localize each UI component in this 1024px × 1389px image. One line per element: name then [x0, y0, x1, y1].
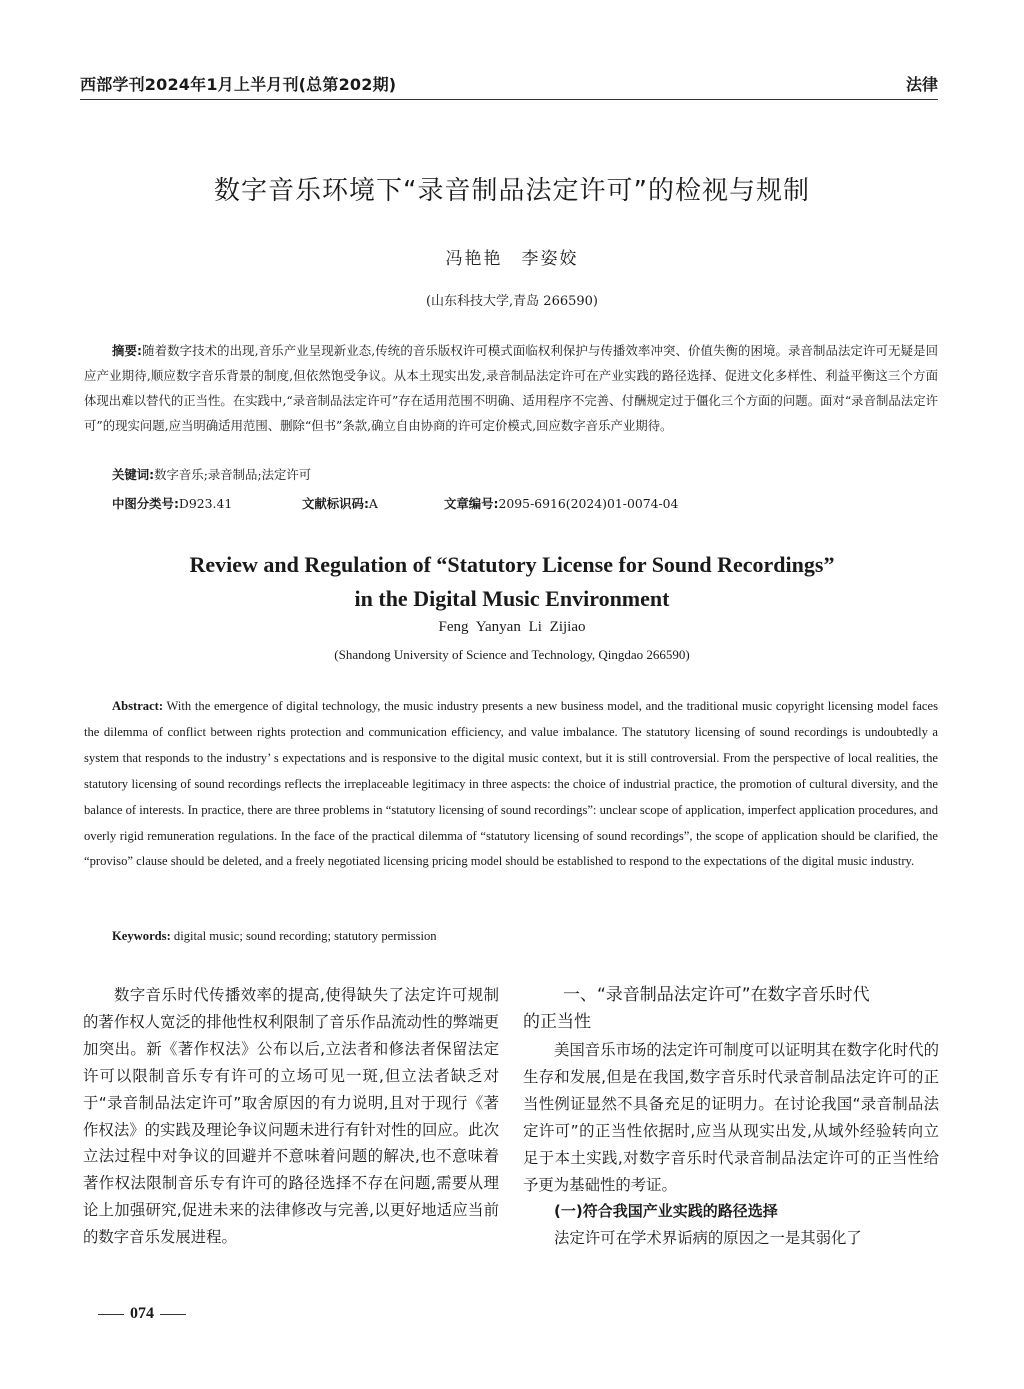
- body-column-left: [83, 982, 499, 1251]
- title-english: [0, 548, 1024, 616]
- abstract-chinese-text: 随着数字技术的出现,音乐产业呈现新业态,传统的音乐版权许可模式面临权利保护与传播效率冲突、价值失衡的困境。录音制品法定许可无疑是回应产业期待,顺应数字音乐背景的制度,但依然饱受争议。从本土现实出发,录音制品法定许可在产业实践的路径选择、促进文化多样性、利益平衡这三个方面体现出难以替代的正当性。在实践中,“录音制品法定许可”存在适用范围不明确、适用程序不完善、付酬规定过于僵化三个方面的问题。面对“录音制品法定许可”的现实问题,应当明确适用范围、删除“但书”条款,确立自由协商的许可定价模式,回应数字音乐产业期待。: [84, 343, 938, 433]
- section-name: 法律: [905, 75, 938, 94]
- abstract-chinese: [84, 338, 938, 438]
- body-paragraph: 数字音乐时代传播效率的提高,使得缺失了法定许可规制的著作权人宽泛的排他性权利限制了音乐作品流动性的弊端更加突出。新《著作权法》公布以后,立法者和修法者保留法定许可以限制音乐专有许可的立场可见一斑,但立法者缺乏对于“录音制品法定许可”取舍原因的有力说明,且对于现行《著作权法》的实践及理论争议问题未进行有针对性的回应。此次立法过程中对争议的回避并不意味着问题的解决,也不意味着著作权法限制音乐专有许可的路径选择不存在问题,需要从理论上加强研究,促进未来的法律修改与完善,以更好地适应当前的数字音乐发展进程。: [83, 986, 499, 1247]
- abstract-chinese-label: 摘要:: [112, 343, 142, 358]
- abstract-english-text: With the emergence of digital technology, the music industry presents a new business model, and the traditional music copyright licensing model faces the dilemma of conflict between rights protection and communication efficiency, and value imbalance. The statutory licensing of sound recordings is undoubtedly a system that responds to the industry’ s expectations and is responsive to the digital music context, but it is still controversial. From the perspective of local realities, the statutory licensing of sound recordings reflects the irreplaceable legitimacy in three aspects: the choice of industrial practice, the promotion of cultural diversity, and the balance of interests. In practice, there are three problems in “statutory licensing of sound recordings”: unclear scope of application, imperfect application procedures, and overly rigid remuneration regulations. In the face of the practical dilemma of “statutory licensing of sound recordings”, the scope of application should be clarified, the “proviso” clause should be deleted, and a freely negotiated licensing pricing model should be established to respond to the expectations of the digital music industry.: [84, 699, 939, 869]
- keywords-chinese: [112, 465, 311, 483]
- running-header: [80, 70, 938, 100]
- keywords-english: [112, 929, 437, 944]
- affiliation-english: (Shandong University of Science and Technology, Qingdao 266590): [334, 647, 690, 662]
- header-rule: [80, 99, 938, 100]
- clc-number: 中图分类号:D923.41: [112, 496, 233, 511]
- title-chinese: 数字音乐环境下“录音制品法定许可”的检视与规制: [214, 176, 810, 206]
- body-paragraph: 法定许可在学术界诟病的原因之一是其弱化了: [554, 1229, 862, 1248]
- keywords-english-label: Keywords:: [112, 929, 171, 943]
- abstract-english: [84, 694, 938, 875]
- article-number: 文章编号:2095-6916(2024)01-0074-04: [444, 496, 679, 511]
- authors-chinese: 冯艳艳 李姿姣: [445, 249, 579, 269]
- affiliation-chinese: (山东科技大学,青岛 266590): [425, 294, 599, 309]
- abstract-english-label: Abstract:: [112, 699, 164, 713]
- page-number: 074: [92, 1305, 192, 1323]
- body-paragraph: 美国音乐市场的法定许可制度可以证明其在数字化时代的生存和发展,但是在我国,数字音乐时代录音制品法定许可的正当性例证显然不具备充足的证明力。在讨论我国“录音制品法定许可”的正当性依据时,应当从现实出发,从域外经验转向立足于本土实践,对数字音乐时代录音制品法定许可的正当性给予更为基础性的考证。: [523, 1041, 939, 1194]
- title-english-line1: Review and Regulation of “Statutory License for Sound Recordings”: [189, 552, 835, 577]
- keywords-chinese-label: 关键词:: [112, 467, 155, 482]
- journal-name: 西部学刊2024年1月上半月刊(总第202期): [80, 75, 397, 94]
- authors-english: Feng Yanyan Li Zijiao: [438, 619, 586, 635]
- body-column-right: [523, 982, 939, 1252]
- keywords-english-text: digital music; sound recording; statutory permission: [173, 929, 437, 943]
- document-code: 文献标识码:A: [302, 496, 378, 511]
- title-english-line2: in the Digital Music Environment: [354, 586, 670, 611]
- subsection-heading: (一)符合我国产业实践的路径选择: [554, 1202, 778, 1221]
- keywords-chinese-text: 数字音乐;录音制品;法定许可: [154, 467, 312, 482]
- section-heading: 一、“录音制品法定许可”在数字音乐时代 的正当性: [523, 985, 870, 1032]
